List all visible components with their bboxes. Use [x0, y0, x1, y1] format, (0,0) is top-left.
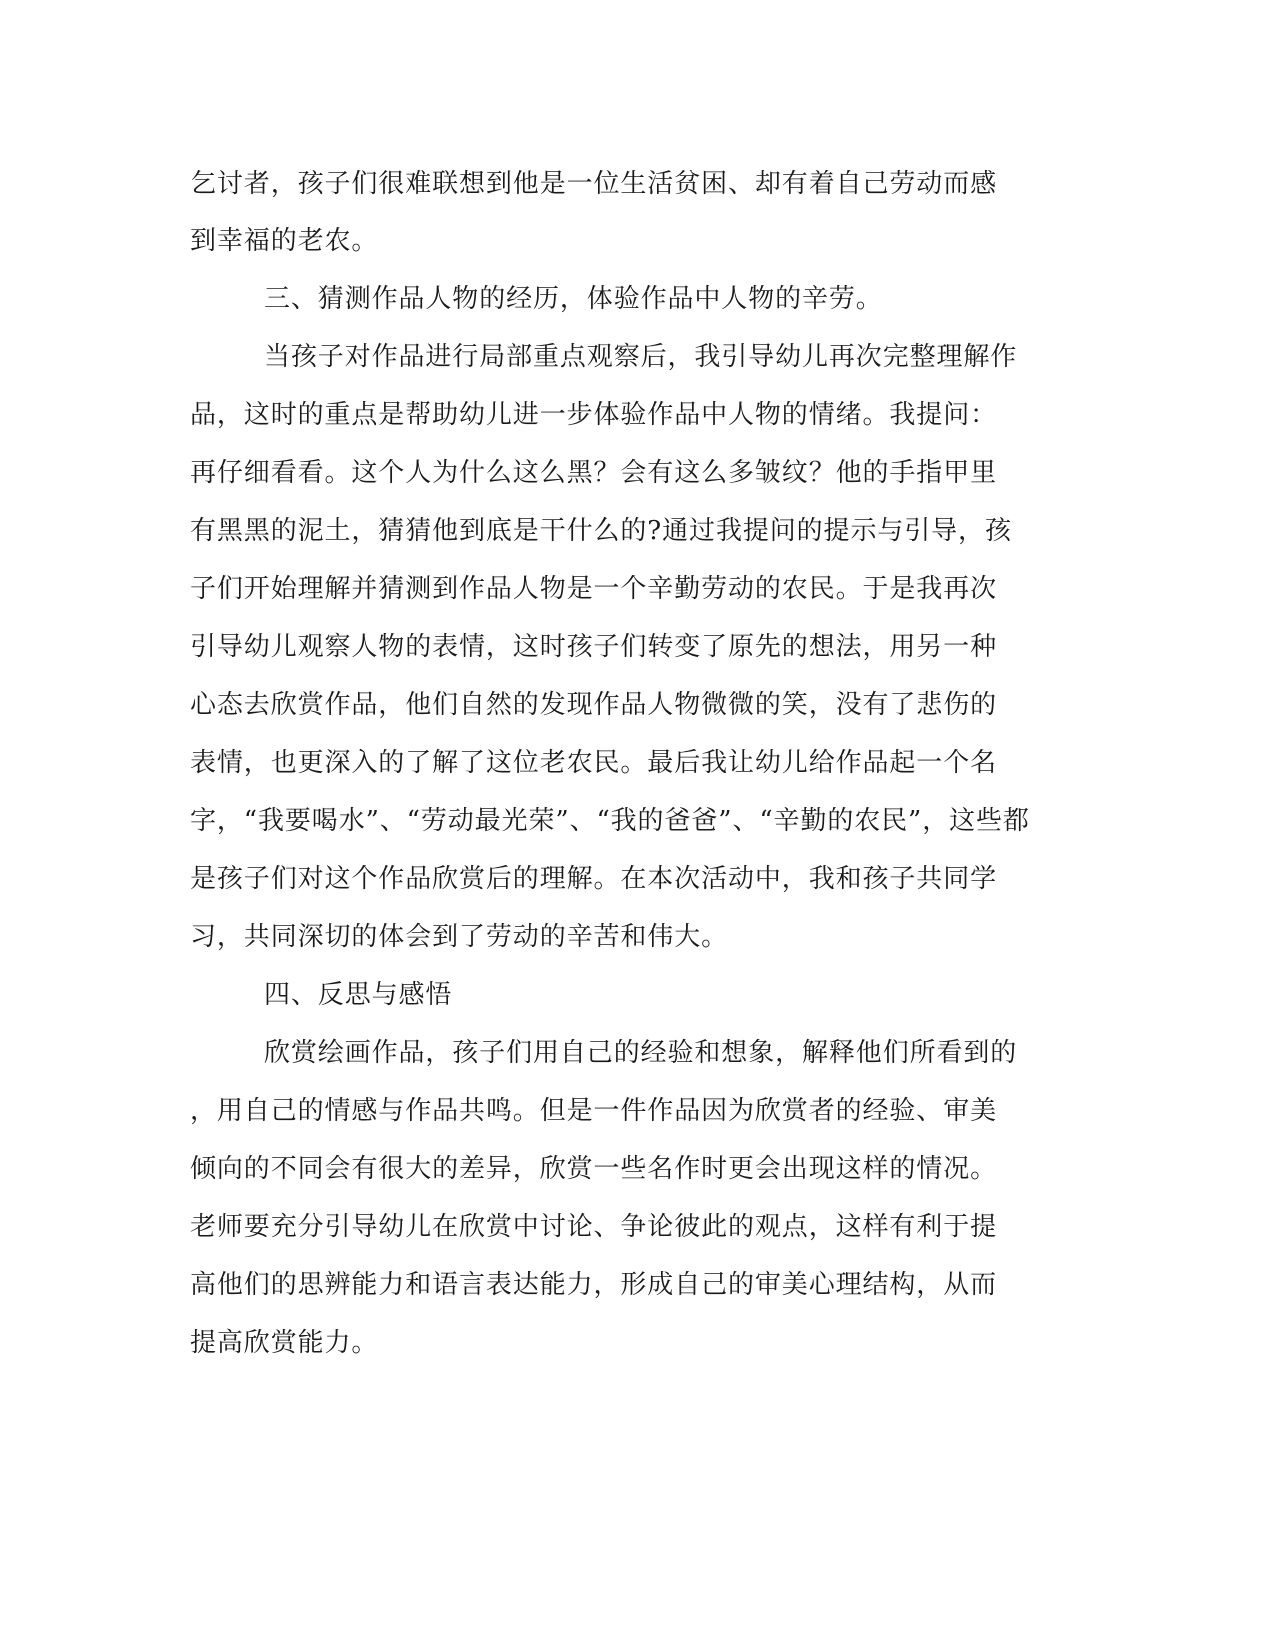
paragraph-first-line: 欣赏绘画作品，孩子们用自己的经验和想象，解释他们所看到的 — [264, 1038, 1018, 1068]
text-line: 是孩子们对这个作品欣赏后的理解。在本次活动中，我和孩子共同学 — [190, 864, 998, 894]
section-heading-3: 三、猜测作品人物的经历，体验作品中人物的辛劳。 — [264, 284, 883, 314]
text-line: 引导幼儿观察人物的表情，这时孩子们转变了原先的想法，用另一种 — [190, 632, 998, 662]
text-line: 子们开始理解并猜测到作品人物是一个辛勤劳动的农民。于是我再次 — [190, 574, 998, 604]
text-line: ，用自己的情感与作品共鸣。但是一件作品因为欣赏者的经验、审美 — [190, 1096, 998, 1126]
text-line: 乞讨者，孩子们很难联想到他是一位生活贫困、却有着自己劳动而感 — [190, 169, 998, 199]
text-line: 表情，也更深入的了解了这位老农民。最后我让幼儿给作品起一个名 — [190, 748, 998, 778]
text-line: 高他们的思辨能力和语言表达能力，形成自己的审美心理结构，从而 — [190, 1270, 998, 1300]
text-line: 再仔细看看。这个人为什么这么黑？会有这么多皱纹？他的手指甲里 — [190, 458, 998, 488]
text-line: 老师要充分引导幼儿在欣赏中讨论、争论彼此的观点，这样有利于提 — [190, 1212, 998, 1242]
section-heading-4: 四、反思与感悟 — [264, 980, 453, 1010]
text-line: 心态去欣赏作品，他们自然的发现作品人物微微的笑，没有了悲伤的 — [190, 690, 998, 720]
text-line: 提高欣赏能力。 — [190, 1328, 379, 1358]
text-line: 品，这时的重点是帮助幼儿进一步体验作品中人物的情绪。我提问： — [190, 400, 998, 430]
text-line: 到幸福的老农。 — [190, 226, 379, 256]
text-line: 字，“我要喝水”、“劳动最光荣”、“我的爸爸”、“辛勤的农民”，这些都 — [190, 806, 1030, 836]
text-line: 倾向的不同会有很大的差异，欣赏一些名作时更会出现这样的情况。 — [190, 1154, 998, 1184]
text-line: 有黑黑的泥土，猜猜他到底是干什么的?通过我提问的提示与引导，孩 — [190, 516, 1012, 546]
paragraph-first-line: 当孩子对作品进行局部重点观察后，我引导幼儿再次完整理解作 — [264, 342, 1018, 372]
text-line: 习，共同深切的体会到了劳动的辛苦和伟大。 — [190, 922, 729, 952]
